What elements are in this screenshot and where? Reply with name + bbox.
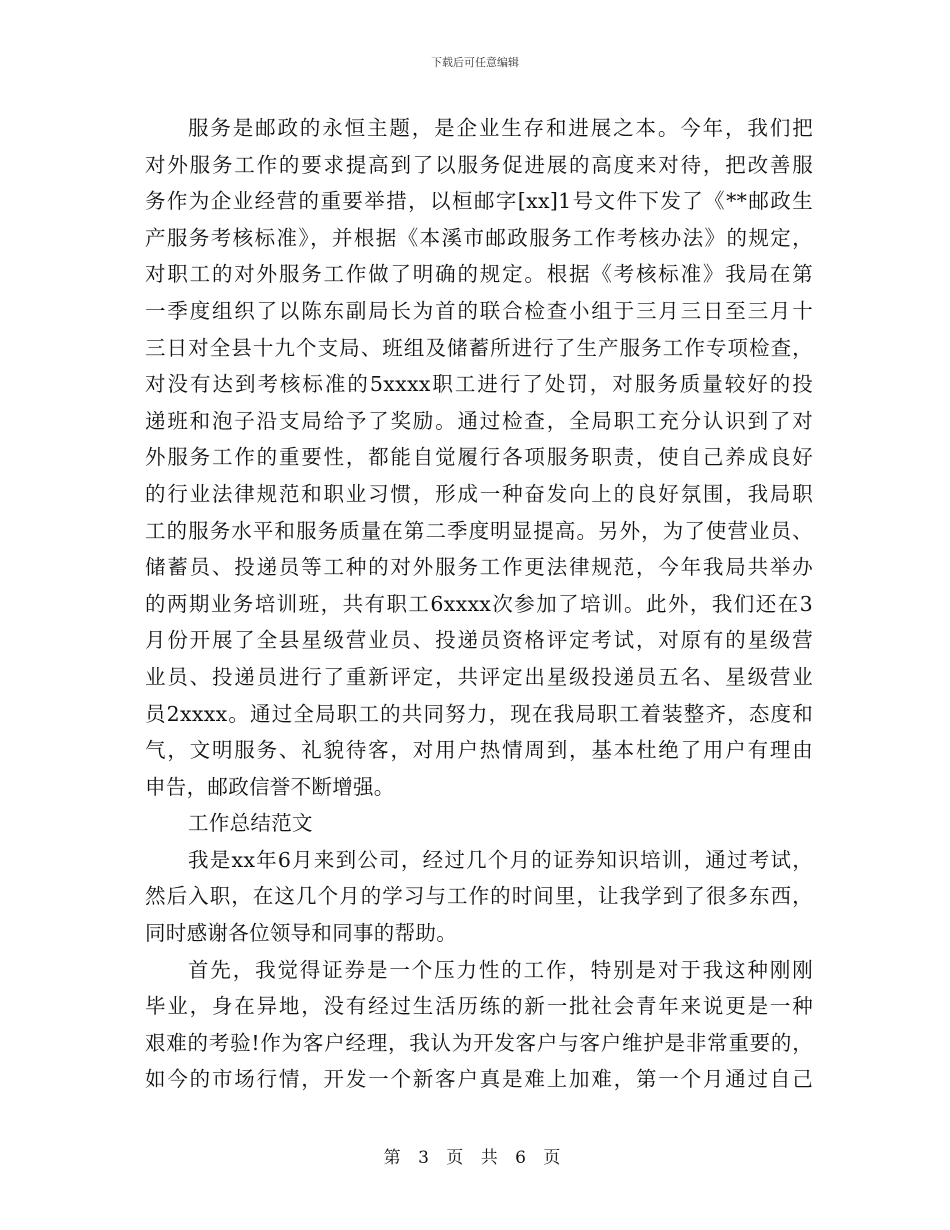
paragraph-line: 月份开展了全县星级营业员、投递员资格评定考试，对原有的星级营 — [145, 628, 813, 653]
paragraph-line: 服务是邮政的永恒主题，是企业生存和进展之本。今年，我们把 — [188, 116, 813, 140]
paragraph-line: 务作为企业经营的重要举措，以桓邮字[xx]1号文件下发了《**邮政生 — [145, 189, 813, 214]
paragraph-line: 我是xx年6月来到公司，经过几个月的证券知识培训，通过考试， — [188, 847, 813, 872]
paragraph-line: 气，文明服务、礼貌待客，对用户热情周到，基本杜绝了用户有理由 — [145, 738, 813, 763]
paragraph-line: 外服务工作的重要性，都能自觉履行各项服务职责，使自己养成良好 — [145, 445, 813, 470]
paragraph-line: 三日对全县十九个支局、班组及储蓄所进行了生产服务工作专项检查， — [145, 335, 813, 360]
paragraph-line: 申告，邮政信誉不断增强。 — [145, 774, 395, 799]
paragraph-line: 的行业法律规范和职业习惯，形成一种奋发向上的良好氛围，我局职 — [145, 481, 813, 506]
paragraph-line: 然后入职，在这几个月的学习与工作的时间里，让我学到了很多东西， — [145, 884, 813, 909]
paragraph-line: 工的服务水平和服务质量在第二季度明显提高。另外，为了使营业员、 — [145, 518, 813, 543]
paragraph-line: 对职工的对外服务工作做了明确的规定。根据《考核标准》我局在第 — [145, 262, 813, 287]
paragraph-line: 对外服务工作的要求提高到了以服务促进展的高度来对待，把改善服 — [145, 152, 813, 177]
paragraph-line: 的两期业务培训班，共有职工6xxxx次参加了培训。此外，我们还在3 — [145, 591, 813, 616]
page-header: 下载后可任意编辑 — [431, 56, 519, 69]
paragraph-line: 同时感谢各位领导和同事的帮助。 — [145, 921, 457, 946]
paragraph-line: 如今的市场行情，开发一个新客户真是难上加难，第一个月通过自己 — [145, 1067, 813, 1092]
paragraph-line: 产服务考核标准》，并根据《本溪市邮政服务工作考核办法》的规定， — [145, 225, 813, 250]
paragraph-line: 员2xxxx。通过全局职工的共同努力，现在我局职工着装整齐，态度和 — [145, 701, 813, 726]
paragraph-line: 首先，我觉得证券是一个压力性的工作，特别是对于我这种刚刚 — [188, 957, 813, 982]
paragraph-line: 对没有达到考核标准的5xxxx职工进行了处罚，对服务质量较好的投 — [145, 372, 813, 397]
paragraph-line: 递班和泡子沿支局给予了奖励。通过检查，全局职工充分认识到了对 — [145, 408, 813, 433]
paragraph-line: 一季度组织了以陈东副局长为首的联合检查小组于三月三日至三月十 — [145, 298, 813, 323]
paragraph-line: 艰难的考验!作为客户经理，我认为开发客户与客户维护是非常重要的， — [145, 1030, 813, 1055]
paragraph-line: 储蓄员、投递员等工种的对外服务工作更法律规范，今年我局共举办 — [145, 555, 813, 580]
page-number-footer: 第 3 页 共 6 页 — [383, 1148, 567, 1168]
section-heading: 工作总结范文 — [188, 811, 313, 836]
paragraph-line: 业员、投递员进行了重新评定，共评定出星级投递员五名、星级营业 — [145, 664, 813, 689]
document-body — [145, 110, 813, 1098]
paragraph-line: 毕业，身在异地，没有经过生活历练的新一批社会青年来说更是一种 — [145, 994, 813, 1019]
